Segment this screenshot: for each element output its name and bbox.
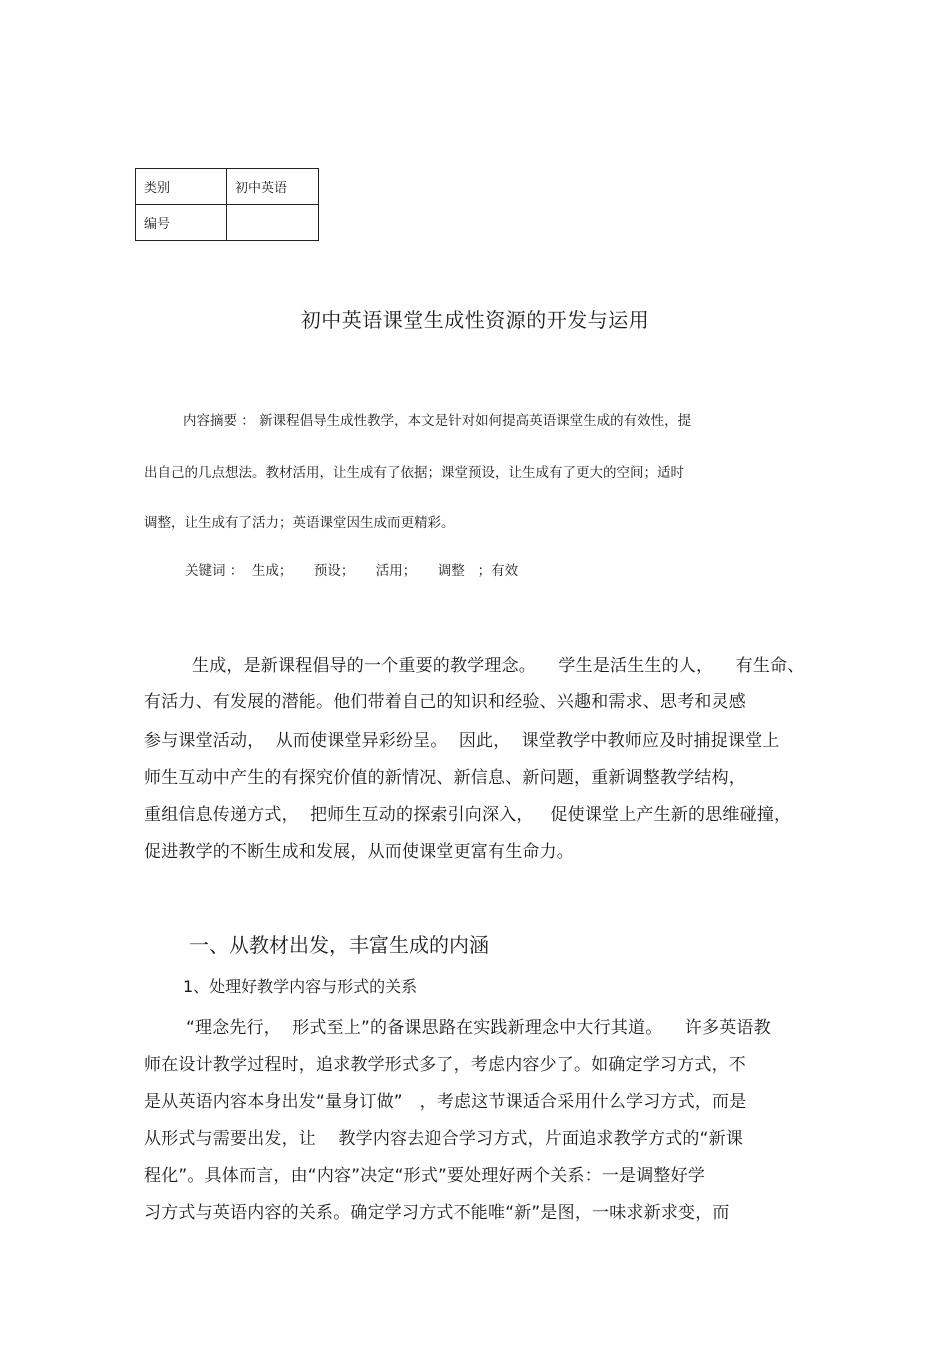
paragraph-line: 有活力、有发展的潜能。他们带着自己的知识和经验、兴趣和需求、思考和灵感	[144, 692, 746, 712]
abstract-line: 内容摘要 ： 新课程倡导生成性教学，本文是针对如何提高英语课堂生成的有效性，提	[183, 413, 692, 429]
table-row	[136, 205, 319, 241]
paragraph-line: 生成，是新课程倡导的一个重要的教学理念。 学生是活生生的人， 有生命、	[192, 656, 805, 676]
paragraph-line: 习方式与英语内容的关系。确定学习方式不能唯“新”是图，一味求新求变，而	[144, 1203, 730, 1223]
number-value	[227, 205, 319, 241]
paragraph-line: 是从英语内容本身出发“量身订做” ，考虑这节课适合采用什么学习方式，而是	[144, 1092, 747, 1112]
number-label: 编号	[136, 205, 227, 241]
section-heading: 一、从教材出发，丰富生成的内涵	[189, 933, 489, 957]
paragraph-line: “理念先行， 形式至上”的备课思路在实践新理念中大行其道。 许多英语教	[186, 1018, 771, 1038]
paragraph-line: 程化”。具体而言，由“内容”决定“形式”要处理好两个关系：一是调整好学	[144, 1166, 706, 1186]
category-label: 类别	[136, 169, 227, 205]
subsection-heading: 1、处理好教学内容与形式的关系	[183, 977, 418, 996]
info-table	[135, 168, 319, 241]
keywords: 关键词 ： 生成； 预设； 活用； 调整 ；有效	[185, 563, 519, 579]
paragraph-line: 重组信息传递方式， 把师生互动的探索引向深入， 促使课堂上产生新的思维碰撞，	[144, 805, 792, 825]
category-value: 初中英语	[227, 169, 319, 205]
paragraph-line: 师在设计教学过程时，追求教学形式多了，考虑内容少了。如确定学习方式，不	[144, 1055, 746, 1075]
paragraph-line: 从形式与需要出发，让 教学内容去迎合学习方式，片面追求教学方式的“新课	[144, 1129, 744, 1149]
paragraph-line: 促进教学的不断生成和发展，从而使课堂更富有生命力。	[144, 842, 574, 862]
table-row	[136, 169, 319, 205]
abstract-line: 出自己的几点想法。教材活用，让生成有了依据；课堂预设，让生成有了更大的空间；适时	[144, 465, 684, 481]
paragraph-line: 参与课堂活动， 从而使课堂异彩纷呈。 因此， 课堂教学中教师应及时捕捉课堂上	[144, 731, 780, 751]
paragraph-line: 师生互动中产生的有探究价值的新情况、新信息、新问题，重新调整教学结构，	[144, 768, 746, 788]
abstract-line: 调整，让生成有了活力；英语课堂因生成而更精彩。	[144, 515, 455, 531]
document-title: 初中英语课堂生成性资源的开发与运用	[300, 308, 650, 332]
